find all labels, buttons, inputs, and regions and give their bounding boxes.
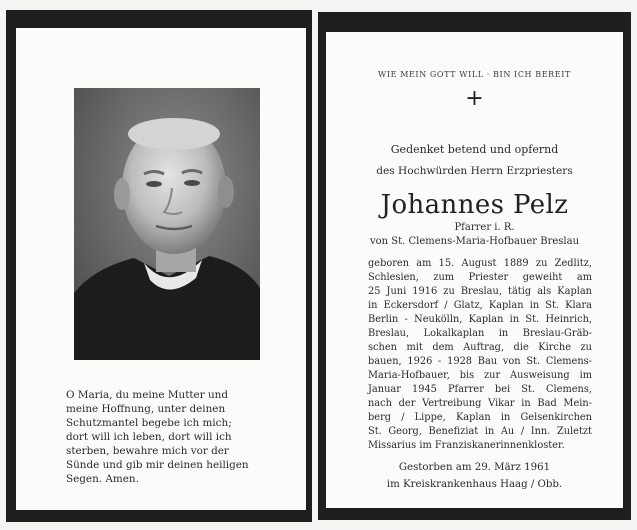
prayer-line: O Maria, du meine Mutter und — [66, 389, 228, 401]
intro-line-1: Gedenket betend und opfernd — [390, 143, 559, 156]
bio-line: Berlin - Neukölln, Kaplan in St. Heinrich, — [368, 314, 592, 325]
intro-line-2: des Hochwürden Herrn Erzpriesters — [376, 165, 573, 177]
bio-line: St. Georg, Benefiziat in Au / Inn. Zuletzt — [368, 426, 592, 437]
prayer-line: Segen. Amen. — [66, 473, 139, 485]
bio-line: Maria-Hofbauer, bis zur Ausweisung im — [368, 370, 592, 381]
left-card — [6, 10, 312, 522]
bio-line: in Eckersdorf / Glatz, Kaplan in St. Klara — [368, 300, 592, 311]
bio-line: Schlesien, zum Priester geweiht am — [368, 272, 592, 283]
prayer-line: dort will ich leben, dort will ich — [66, 431, 232, 443]
bio-line: Breslau, Lokalkaplan in Breslau-Gräb- — [368, 328, 592, 339]
bio-line: Missarius im Franziskanerinnenkloster. — [368, 440, 565, 451]
bio-line: geboren am 15. August 1889 zu Zedlitz, — [368, 258, 592, 269]
bio-line: bauen, 1926 - 1928 Bau von St. Clemens- — [368, 356, 592, 367]
title-line-2: von St. Clemens-Maria-Hofbauer Breslau — [369, 236, 580, 247]
prayer-line: Sünde und gib mir deinen heiligen — [66, 459, 249, 471]
left-card-paper — [16, 28, 306, 510]
right-card — [318, 12, 631, 520]
biography — [368, 257, 592, 453]
prayer-text — [66, 388, 266, 486]
title-line-1: Pfarrer i. R. — [454, 222, 515, 233]
death-line-1: Gestorben am 29. März 1961 — [398, 462, 551, 473]
death-line-2: im Kreiskrankenhaus Haag / Obb. — [386, 479, 563, 490]
prayer-line: sterben, bewahre mich vor der — [66, 445, 229, 457]
bio-line: Januar 1945 Pfarrer bei St. Clemens, — [368, 384, 592, 395]
portrait-photo — [74, 88, 260, 360]
bio-line: nach der Vertreibung Vikar in Bad Mein- — [368, 398, 592, 409]
cross-icon: + — [465, 86, 484, 111]
prayer-line: Schutzmantel begebe ich mich; — [66, 417, 232, 429]
bio-line: berg / Lippe, Kaplan in Gelsenkirchen — [368, 412, 592, 423]
deceased-name: Johannes Pelz — [380, 190, 569, 220]
clergyman-portrait-icon — [74, 88, 260, 360]
prayer-line: meine Hoffnung, unter deinen — [66, 403, 226, 415]
motto: WIE MEIN GOTT WILL · BIN ICH BEREIT — [378, 70, 571, 79]
right-card-paper — [326, 32, 623, 508]
bio-line: schen mit dem Auftrag, die Kirche zu — [368, 342, 592, 353]
bio-line: 25 Juni 1916 zu Breslau, tätig als Kaplan — [368, 286, 592, 297]
